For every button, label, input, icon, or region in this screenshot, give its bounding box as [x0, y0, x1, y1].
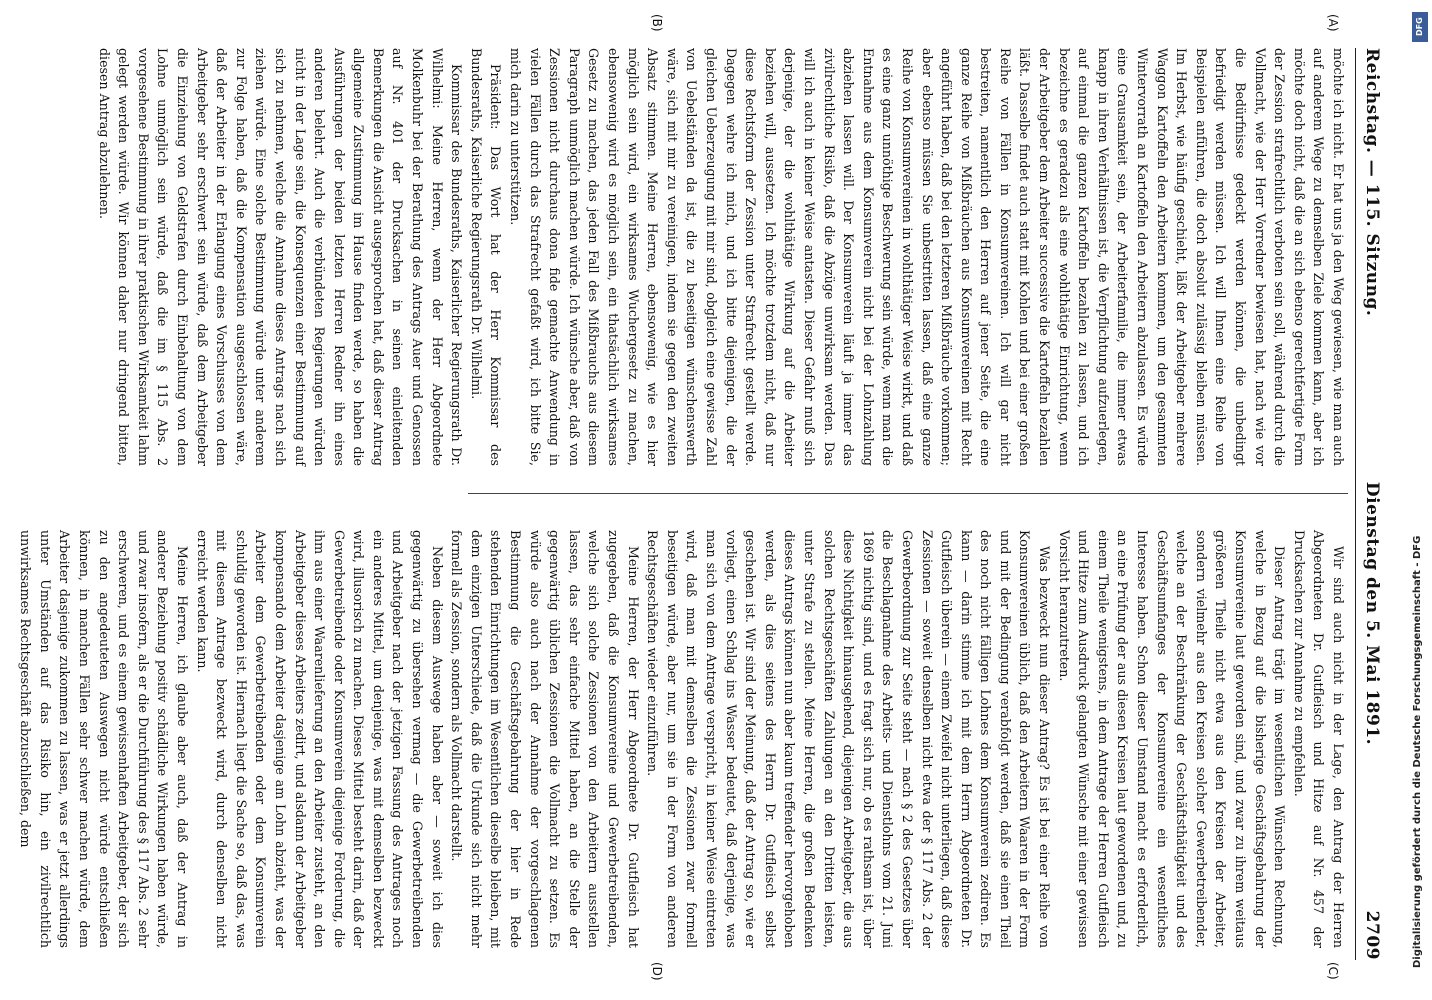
left-column [96, 48, 1348, 466]
paragraph: Wir sind auch nicht in der Lage, den Antrag der Herren Abgeordneten Dr. Gutfleisch und Hitze auf Nr. 457 der Drucksachen zur Annahme zu empfehlen. [1291, 530, 1346, 948]
header-rule [1355, 48, 1356, 960]
header-session: Reichstag. — 115. Sitzung. [1362, 48, 1382, 317]
paragraph: Was bezweckt nun dieser Antrag? Es ist bei einer Reihe von Konsumvereinen üblich, daß den Arbeitern Waaren in der Form und mit der Bedingung verabfolgt werden, daß sie einen Theil des noch nicht fälligen Lohnes dem Konsumverein zediren. Es kann — darin stimme ich mit dem Herrn Abgeordneten Dr. Gutfleisch überein — einem Zweifel nicht unterliegen, daß diese Zessionen — soweit denselben nicht etwa der § 117 Abs. 2 der Gewerbeordnung zur Seite steht — nach § 2 des Gesetzes über die Beschlagnahme des Arbeits- und Dienstlohns vom 21. Juni 1869 nichtig sind, und es fragt sich nur, ob es rathsam ist, über diese Nichtigkeit hinausgehend, diejenigen Arbeitgeber, die aus solchen Rechtsgeschäften Zahlungen an den Dritten leisten, unter Strafe zu stellen. Meine Herren, die großen Bedenken dieses Antrags können nun aber kaum treffender hervorgehoben werden, als dies seitens des Herrn Dr. Gutfleisch selbst geschehen ist. Wir sind der Meinung, daß der Antrag so, wie er vorliegt, einen Schlag ins Wasser bedeutet, daß derjenige, was man sich von dem Antrage verspricht, in keiner Weise eintreten wird, daß man mit demselben die Zessionen zwar formell beseitigen würde, aber nur, um sie in der Form von anderen Rechtsgeschäften wieder einzuführen. [645, 530, 1053, 948]
page-header [1362, 48, 1392, 960]
paragraph: Meine Herren, der Herr Abgeordnete Dr. Gutfleisch hat zugegeben, daß die Konsumvereine und Gewerbetreibenden, welche sich solche Zessionen von den Arbeitern ausstellen lassen, das sehr einfache Mittel haben, an die Stelle der gegenwärtig üblichen Zessionen die Vollmacht zu setzen. Es würde also auch nach der Annahme der vorgeschlagenen Bestimmung die Geschäftsgebahrung der hier in Rede stehenden Einrichtungen im Wesentlichen dieselbe bleiben, mit dem einzigen Unterschiede, daß die Urkunde sich nicht mehr formell als Zession, sondern als Vollmacht darstellt. [449, 530, 641, 948]
header-page-number: 2709 [1362, 910, 1382, 960]
margin-mark-d: (D) [650, 962, 664, 981]
dfg-logo: DFG [1412, 12, 1428, 42]
paragraph: Dieser Antrag trägt im wesentlichen Wünschen Rechnung, welche in Bezug auf die bisherige Geschäftsgebahrung der Konsumvereine laut geworden sind, und zwar zu ihrem weitaus größeren Theile nicht etwa aus den Kreisen der Arbeiter, sondern vielmehr aus den Kreisen solcher Gewerbetreibender, welche an der Beschränkung der Geschäftsthätigkeit und des Geschäftsumfanges der Konsumvereine ein wesentliches Interesse haben. Schon dieser Umstand macht es erforderlich, an eine Prüfung der aus diesen Kreisen laut gewordenen und, zu einem Theile wenigstens, in dem Antrage der Herren Gutfleisch und Hitze zum Ausdruck gelangten Wünsche mit einer gewissen Vorsicht heranzutreten. [1056, 530, 1288, 948]
header-date: Dienstag den 5. Mai 1891. [1362, 481, 1382, 746]
paragraph: Neben diesem Auswege haben aber — soweit ich dies gegenwärtig zu übersehen vermag — die Gewerbetreibenden und Arbeitgeber nach der jetzigen Fassung des Antrages noch ein anderes Mittel, um denjenige, was mit demselben bezweckt wird, illusorisch zu machen. Dieses Mittel besteht darin, daß der Gewerbetreibende oder Konsumverein diejenige Forderung, die ihm aus einer Waarenlieferung an den Arbeiter zusteht, an den Arbeitgeber dieses Arbeiters zedirt, und alsdann der Arbeitgeber kompensando dem Arbeiter dasjenige am Lohn abzieht, was der Arbeiter dem Gewerbetreibenden oder dem Konsumverein schuldig geworden ist. Hiernach liegt die Sache so, daß das, was mit diesem Antrage bezweckt wird, durch denselben nicht erreicht werden kann. [194, 530, 445, 949]
paragraph: möchte ich nicht. Er hat uns ja den Weg gewiesen, wie man auch auf anderem Wege zu demselben Ziele kommen kann, aber ich möchte doch nicht, daß die an sich ebenso gerechtfertigte Form der Zession strafrechtlich verboten sein soll, während durch die Vollmacht, wie der Herr Vorredner bewiesen hat, nach wie vor die Bedürfnisse gedeckt werden können, die unbedingt befriedigt werden müssen. Ich will Ihnen eine Reihe von Beispielen anführen, die doch absolut zulässig bleiben müssen. Im Herbst, wie häufig geschieht, läßt der Arbeitgeber mehrere Waggon Kartoffeln den Arbeitern kommen, um den gesammten Wintervorrath an Kartoffeln den Arbeitern abzulassen. Es würde eine Grausamkeit sein, der Arbeiterfamilie, die immer etwas knapp in ihren Verhältnissen ist, die Verpflichtung aufzuerlegen, auf einmal die ganzen Kartoffeln bezahlen zu lassen, und ich bezeichne es geradezu als eine wohlthätige Einrichtung, wenn der Arbeitgeber dem Arbeiter successive die Kartoffeln bezahlen läßt. Dasselbe findet auch statt mit Kohlen und bei einer großen Reihe von Fällen in Konsumvereinen. Ich will gar nicht bestreiten, namentlich den Herren auf jener Seite, die eine ganze Reihe von Mißbräuchen aus Konsumvereinen mit Recht angeführt haben, daß bei den letzteren Mißbräuche vorkommen; aber ebenso müssen Sie unbestritten lassen, daß eine ganze Reihe von Konsumvereinen in wohlthätiger Weise wirkt, und daß es eine ganz unnöthige Beschwerung sein würde, wenn man die Entnahme aus dem Konsumverein nicht bei der Lohnzahlung abziehen lassen will. Der Konsumverein läuft ja immer das zivilrechtliche Risiko, daß die Abzüge unwirksam werden. Das will ich auch in keiner Weise antasten. Dieser Gefahr muß sich derjenige, der die wohlthätige Wirkung auf die Arbeiter beziehen will, aussetzen. Ich möchte trotzdem nicht, daß nur diese Rechtsform der Zession unter Strafrecht gestellt werde. Dagegen wehre ich mich, und ich bitte diejenigen, die der gleichen Ueberzeugung mit mir sind, obgleich eine gewisse Zahl von Uebelständen da ist, die zu beseitigen wünschenswerth wäre, sich mit mir zu vereinigen, indem sie gegen den zweiten Absatz stimmen. Meine Herren, ebensowenig, wie es hier möglich sein wird, ein wirksames Wuchergesetz zu machen, ebensowenig wird es möglich sein, ein thatsächlich wirksames Gesetz zu machen, das jeden Fall des Mißbrauchs aus diesem Paragraph unmöglich machen würde. Ich wünsche aber, daß von Zessionen nicht durchaus dona fide gemachte Anwendung in vielen Fällen durch das Strafrecht gefaßt wird, ich bitte Sie, mich darin zu unterstützen. [508, 48, 1346, 466]
paragraph: Präsident: Das Wort hat der Herr Kommissar des Bundesraths, Kaiserliche Regierungsrath Dr. Wilhelmi. [468, 48, 504, 466]
paragraph: Meine Herren, ich glaube aber auch, daß der Antrag in anderer Beziehung positiv schädliche Wirkungen haben würde, und zwar insofern, als er die Durchführung des § 117 Abs. 2 sehr erschweren, und es einem gewissenhaften Arbeitgeber, der sich zu den angedeuteten Auswegen nicht würde entschließen können, in manchen Fällen sehr schwer machen würde, dem Arbeiter dasjenige zukommen zu lassen, was er jetzt allerdings unter Umständen auf das Risiko hin, ein zivilrechtlich unwirksames Rechtsgeschäft abzuschließen, dem [18, 530, 190, 948]
dfg-funding-note [1408, 8, 1432, 998]
right-column [18, 530, 1348, 949]
column-divider [468, 493, 1348, 494]
paragraph: Kommissar des Bundesraths, Kaiserlicher Regierungsrath Dr. Wilhelmi: Meine Herren, wenn der Herr Abgeordnete Molkenbuhr bei der Berathung des Antrags Auer und Genossen auf Nr. 401 der Drucksachen in seinen einleitenden Bemerkungen die Ansicht ausgesprochen hat, daß dieser Antrag allgemeine Zustimmung im Hause finden werde, so haben die Ausführungen der beiden letzten Herren Redner ihn eines anderen belehrt. Auch die verbündeten Regierungen würden nicht in der Lage sein, die Konsequenzen einer Bestimmung auf sich zu nehmen, welche die Annahme dieses Antrags nach sich ziehen würde. Eine solche Bestimmung würde unter anderem zur Folge haben, daß die Kompensation ausgeschlossen wäre, daß der Arbeiter in der Erlangung eines Vorschusses von dem Arbeitgeber sehr erschwert sein würde, daß dem Arbeitgeber die Einziehung von Geldstrafen durch Einbehaltung von dem Lohne unmöglich sein würde, daß die im § 115 Abs. 2 vorgesehene Bestimmung in ihrer praktischen Wirksamkeit lahm gelegt werden würde. Wir können daher nur dringend bitten, diesen Antrag abzulehnen. [96, 48, 465, 466]
margin-mark-c: (C) [1326, 962, 1340, 980]
margin-mark-b: (B) [650, 14, 664, 32]
margin-mark-a: (A) [1326, 14, 1340, 32]
dfg-note-text: Digitalisierung gefördert durch die Deutsche Forschungsgemeinschaft - DFG [1412, 535, 1423, 968]
